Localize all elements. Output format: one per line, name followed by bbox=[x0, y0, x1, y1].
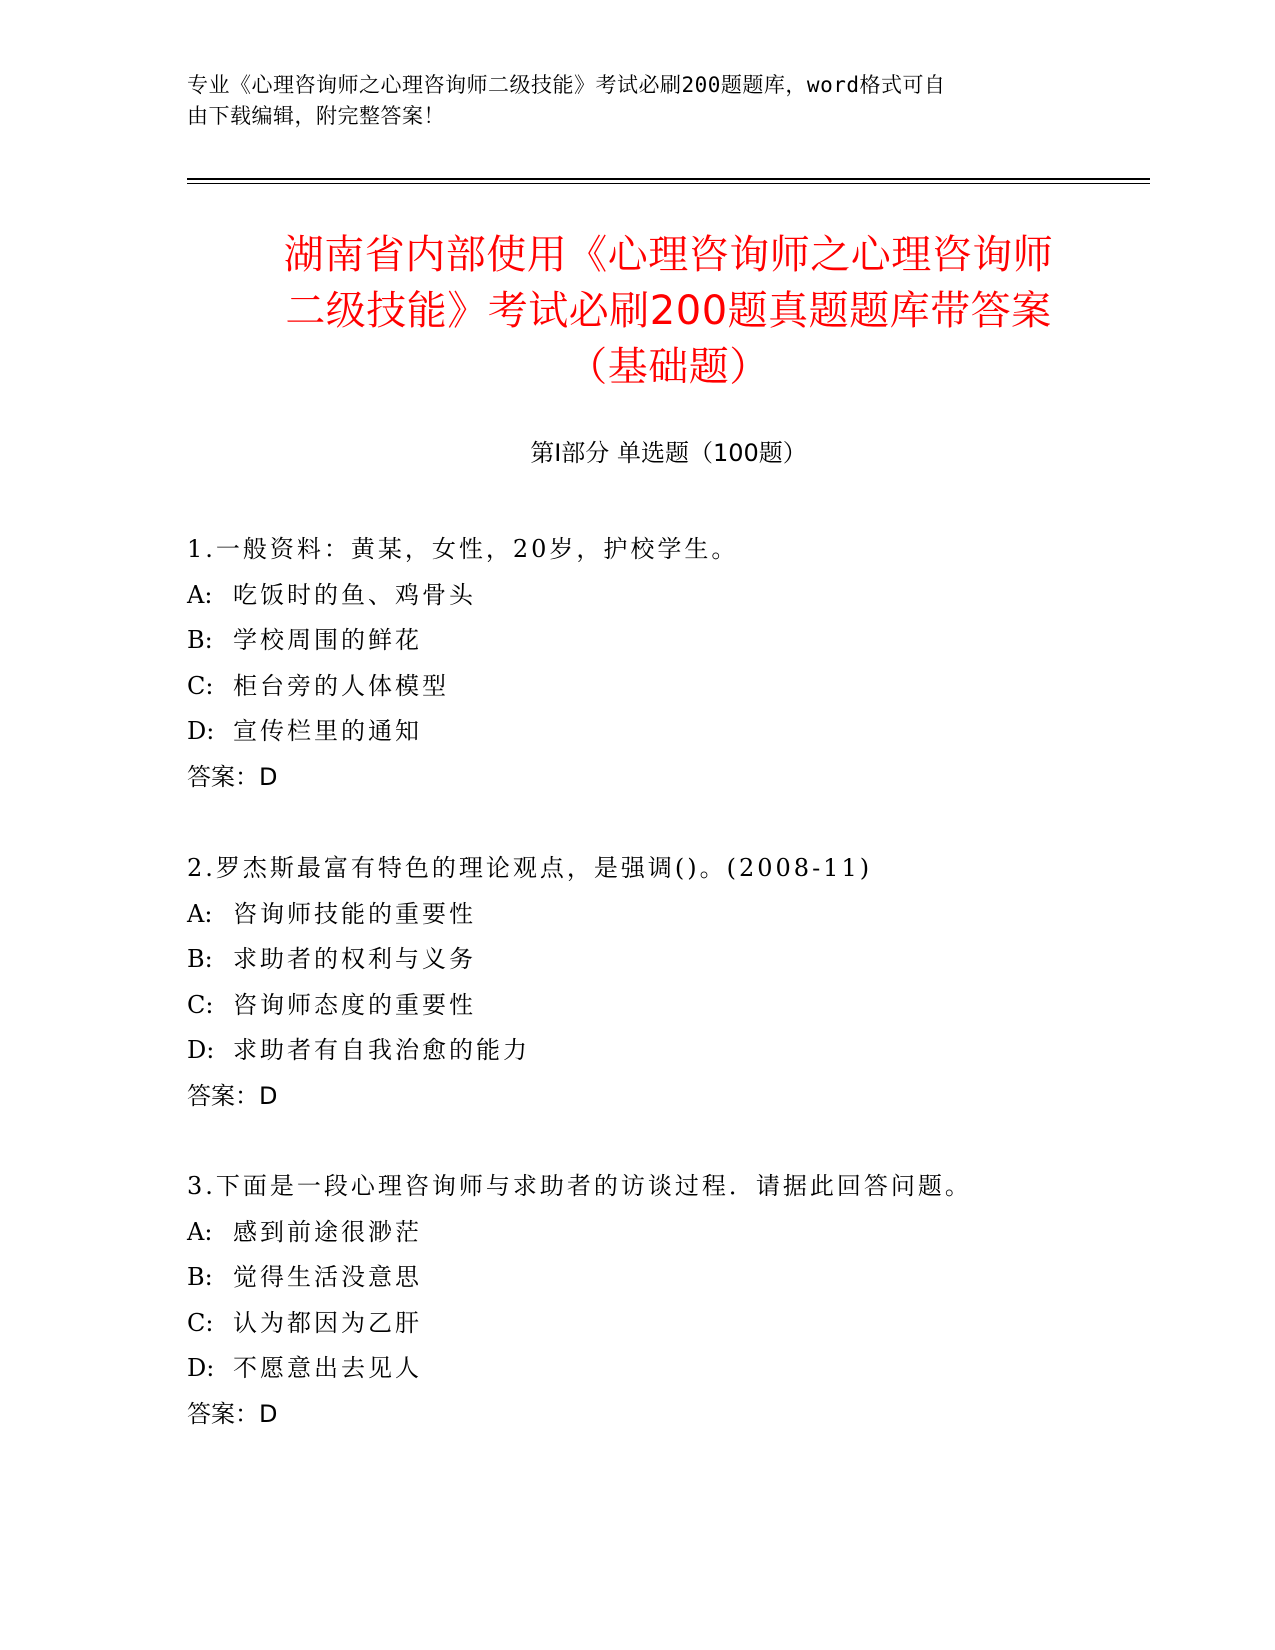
option-letter: A: bbox=[187, 1217, 213, 1246]
document-title-line-3: （基础题） bbox=[567, 344, 770, 390]
option-letter: A: bbox=[187, 899, 213, 928]
section-heading: 第Ⅰ部分 单选题（100题） bbox=[530, 439, 807, 467]
option-d bbox=[187, 709, 1147, 755]
option-c bbox=[187, 983, 1147, 1029]
option-text: 学校周围的鲜花 bbox=[233, 626, 422, 654]
option-letter: D: bbox=[187, 1036, 215, 1064]
header-rule-thin bbox=[187, 183, 1150, 184]
option-a bbox=[187, 1210, 1147, 1256]
option-text: 宣传栏里的通知 bbox=[233, 717, 422, 745]
option-a bbox=[187, 573, 1147, 619]
option-text: 求助者有自我治愈的能力 bbox=[233, 1036, 530, 1064]
header-note-line-2: 由下载编辑，附完整答案！ bbox=[187, 104, 445, 128]
option-text: 求助者的权利与义务 bbox=[233, 945, 476, 973]
question-1 bbox=[187, 527, 1147, 800]
option-letter: D: bbox=[187, 717, 215, 745]
document-title-line-1: 湖南省内部使用《心理咨询师之心理咨询师 bbox=[283, 232, 1054, 278]
answer-label: 答案：D bbox=[187, 1081, 278, 1110]
option-text: 感到前途很渺茫 bbox=[233, 1217, 422, 1246]
option-b bbox=[187, 937, 1147, 983]
option-text: 不愿意出去见人 bbox=[233, 1354, 422, 1382]
option-letter: C: bbox=[187, 990, 214, 1019]
option-letter: C: bbox=[187, 671, 214, 700]
document-title-line-2: 二级技能》考试必刷200题真题题库带答案 bbox=[285, 288, 1052, 334]
option-text: 吃饭时的鱼、鸡骨头 bbox=[233, 580, 476, 609]
option-c bbox=[187, 664, 1147, 710]
option-c bbox=[187, 1301, 1147, 1347]
option-letter: C: bbox=[187, 1308, 214, 1337]
header-note-line-1: 专业《心理咨询师之心理咨询师二级技能》考试必刷200题题库，word格式可自 bbox=[187, 73, 946, 97]
option-letter: B: bbox=[187, 1263, 213, 1291]
option-text: 咨询师技能的重要性 bbox=[233, 899, 476, 928]
option-d bbox=[187, 1346, 1147, 1392]
option-text: 觉得生活没意思 bbox=[233, 1263, 422, 1291]
document-title bbox=[187, 227, 1150, 395]
answer-label: 答案：D bbox=[187, 1399, 278, 1428]
answer-label: 答案：D bbox=[187, 762, 278, 791]
option-b bbox=[187, 618, 1147, 664]
option-letter: A: bbox=[187, 580, 213, 609]
option-text: 柜台旁的人体模型 bbox=[233, 671, 449, 700]
option-letter: B: bbox=[187, 945, 213, 973]
header-rule-thick bbox=[187, 178, 1150, 180]
option-letter: B: bbox=[187, 626, 213, 654]
header-note bbox=[187, 70, 1067, 132]
question-stem: 3.下面是一段心理咨询师与求助者的访谈过程．请据此回答问题。 bbox=[187, 1172, 972, 1200]
option-a bbox=[187, 892, 1147, 938]
question-3 bbox=[187, 1164, 1147, 1437]
option-b bbox=[187, 1255, 1147, 1301]
question-stem: 2.罗杰斯最富有特色的理论观点，是强调()。(2008-11) bbox=[187, 854, 873, 882]
option-letter: D: bbox=[187, 1354, 215, 1382]
option-text: 咨询师态度的重要性 bbox=[233, 990, 476, 1019]
option-d bbox=[187, 1028, 1147, 1074]
question-stem: 1.一般资料：黄某，女性，20岁，护校学生。 bbox=[187, 535, 739, 563]
option-text: 认为都因为乙肝 bbox=[233, 1308, 422, 1337]
question-2 bbox=[187, 846, 1147, 1119]
